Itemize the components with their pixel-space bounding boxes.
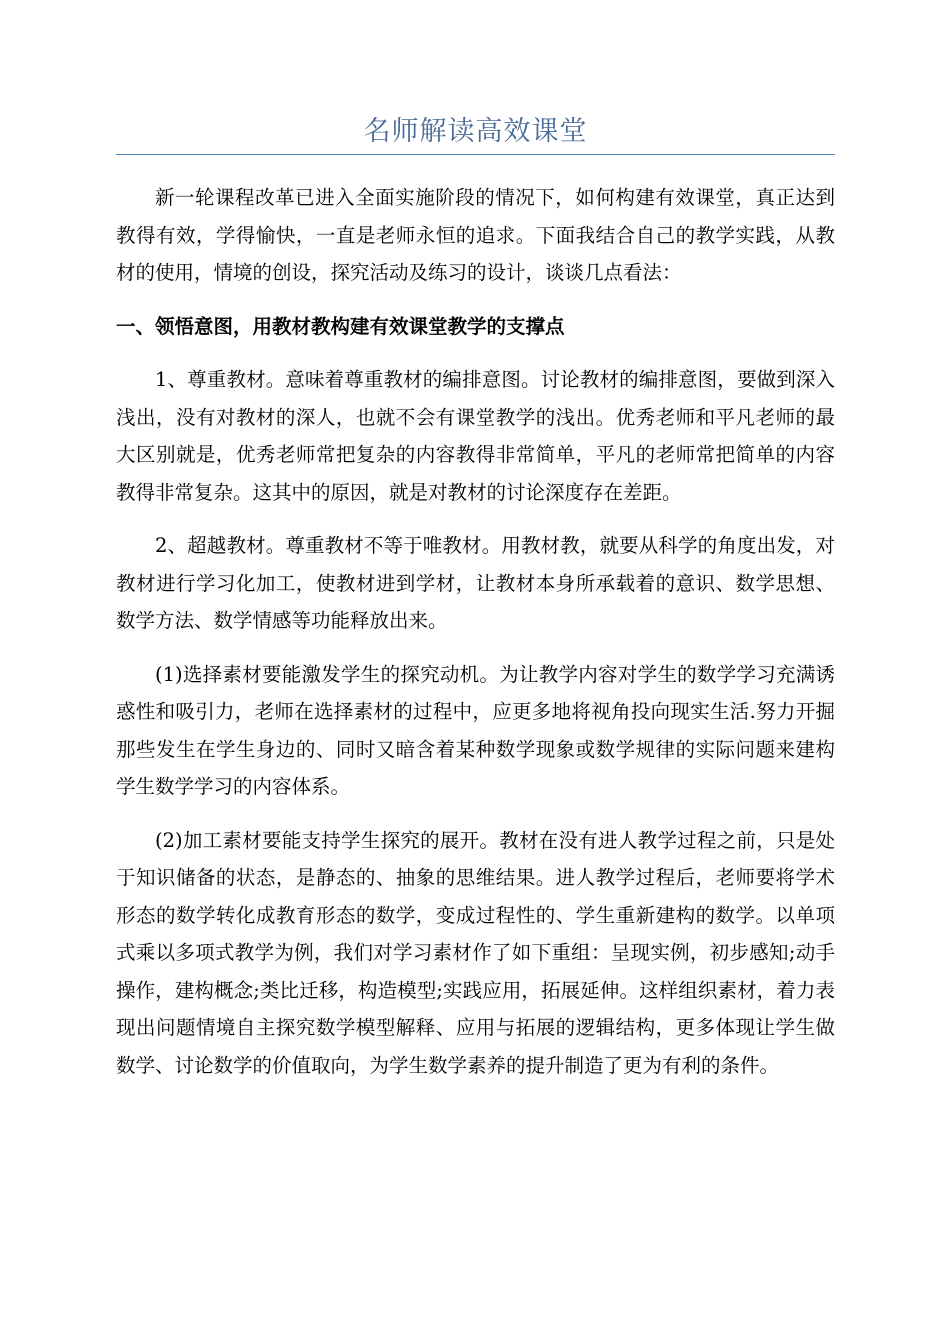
paragraph-beyond-textbook: 2、超越教材。尊重教材不等于唯教材。用教材教，就要从科学的角度出发，对教材进行学习化加工，使教材进到学材，让教材本身所承载着的意识、数学思想、数学方法、数学情感等功能释放出来。 bbox=[116, 534, 835, 632]
paragraph-respect-textbook: 1、尊重教材。意味着尊重教材的编排意图。讨论教材的编排意图，要做到深入浅出，没有对教材的深人，也就不会有课堂教学的浅出。优秀老师和平凡老师的最大区别就是，优秀老师常把复杂的内容教得非常简单，平凡的老师常把简单的内容教得非常复杂。这其中的原因，就是对教材的讨论深度存在差距。 bbox=[116, 368, 835, 504]
paragraph-process-material: (2)加工素材要能支持学生探究的展开。教材在没有进人教学过程之前，只是处于知识储备的状态，是静态的、抽象的思维结果。进人教学过程后，老师要将学术形态的数学转化成教育形态的数学，变成过程性的、学生重新建构的数学。以单项式乘以多项式教学为例，我们对学习素材作了如下重组：呈现实例，初步感知;动手操作，建构概念;类比迁移，构造模型;实践应用，拓展延伸。这样组织素材，着力表现出问题情境自主探究数学模型解释、应用与拓展的逻辑结构，更多体现让学生做数学、讨论数学的价值取向，为学生数学素养的提升制造了更为有利的条件。 bbox=[116, 828, 835, 1077]
section-heading: 一、领悟意图，用教材教构建有效课堂教学的支撑点 bbox=[116, 314, 565, 338]
document-title: 名师解读高效课堂 bbox=[116, 112, 835, 155]
paragraph-select-material: (1)选择素材要能激发学生的探究动机。为让教学内容对学生的数学学习充满诱惑性和吸引力，老师在选择素材的过程中，应更多地将视角投向现实生活.努力开掘那些发生在学生身边的、同时又暗含着某种数学现象或数学规律的实际问题来建构学生数学学习的内容体系。 bbox=[116, 662, 835, 798]
intro-paragraph: 新一轮课程改革已进入全面实施阶段的情况下，如何构建有效课堂，真正达到教得有效，学得愉快，一直是老师永恒的追求。下面我结合自己的教学实践，从教材的使用，情境的创设，探究活动及练习的设计，谈谈几点看法： bbox=[116, 186, 835, 284]
document-page bbox=[116, 112, 835, 1100]
